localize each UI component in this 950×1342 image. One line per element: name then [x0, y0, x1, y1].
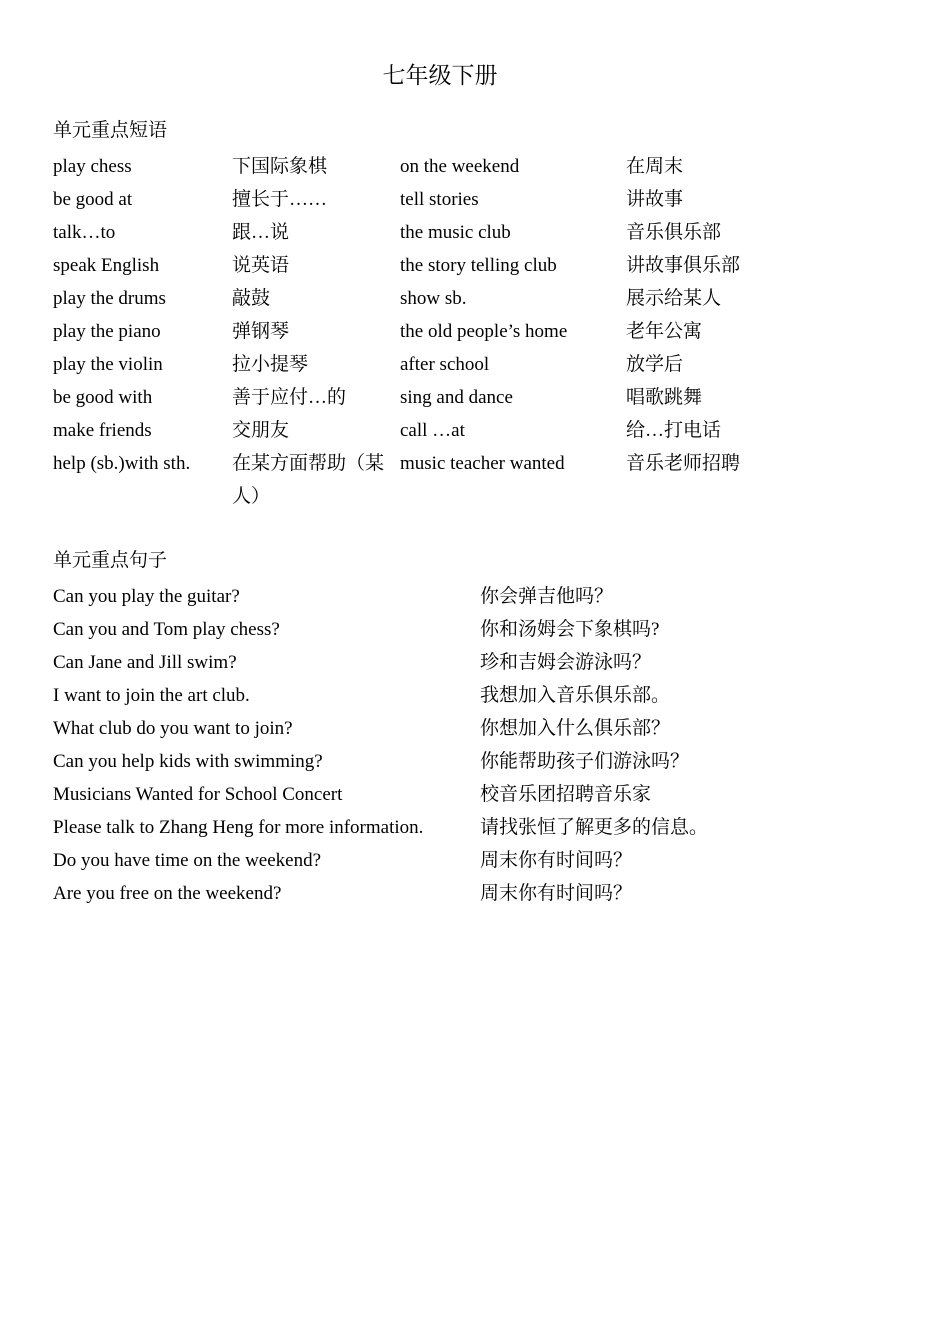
- sentence-row: [53, 679, 780, 712]
- phrase-row: [53, 183, 766, 216]
- phrases-heading: 单元重点短语: [53, 120, 168, 141]
- phrase-english: music teacher wanted: [400, 453, 565, 474]
- phrase-chinese: 音乐老师招聘: [626, 453, 741, 474]
- phrase-english: show sb.: [400, 288, 467, 309]
- phrase-row: [53, 150, 766, 183]
- sentence-chinese: 周末你有时间吗？: [480, 883, 633, 904]
- phrase-english: play the piano: [53, 321, 161, 342]
- phrase-english: the old people’s home: [400, 321, 568, 342]
- phrase-english: help (sb.)with sth.: [53, 453, 191, 474]
- sentence-row: [53, 877, 780, 910]
- phrase-row: [53, 348, 766, 381]
- phrase-english: speak English: [53, 255, 160, 276]
- sentence-english: Musicians Wanted for School Concert: [53, 784, 343, 805]
- phrase-chinese: 唱歌跳舞: [626, 387, 703, 408]
- sentence-english: Can you and Tom play chess?: [53, 619, 280, 640]
- sentence-row: [53, 778, 780, 811]
- sentences-heading: 单元重点句子: [53, 550, 168, 571]
- sentence-chinese: 你和汤姆会下象棋吗?: [480, 619, 660, 640]
- phrase-chinese: 拉小提琴: [232, 354, 309, 375]
- sentence-chinese: 你会弹吉他吗？: [480, 586, 614, 607]
- sentence-row: [53, 745, 780, 778]
- sentence-chinese: 校音乐团招聘音乐家: [480, 784, 652, 805]
- sentence-chinese: 珍和吉姆会游泳吗？: [480, 652, 652, 673]
- phrase-chinese: 跟…说: [232, 222, 290, 243]
- phrase-chinese: 讲故事俱乐部: [626, 255, 741, 276]
- phrase-row: [53, 282, 766, 315]
- phrase-english: talk…to: [53, 222, 116, 243]
- phrases-table-body: [53, 150, 766, 513]
- sentences-table-body: [53, 580, 780, 910]
- sentence-chinese: 你想加入什么俱乐部？: [480, 718, 671, 739]
- sentence-row: [53, 580, 780, 613]
- sentence-chinese: 周末你有时间吗？: [480, 850, 633, 871]
- phrase-row: [53, 315, 766, 348]
- sentence-row: [53, 844, 780, 877]
- phrase-english: sing and dance: [400, 387, 513, 408]
- phrase-row: [53, 381, 766, 414]
- phrase-chinese: 弹钢琴: [232, 321, 290, 342]
- phrase-english: be good with: [53, 387, 153, 408]
- phrase-chinese: 展示给某人: [626, 288, 722, 309]
- sentence-english: Can you play the guitar?: [53, 586, 240, 607]
- sentence-row: [53, 646, 780, 679]
- sentences-table: [53, 580, 780, 910]
- phrase-chinese: 在周末: [626, 156, 684, 177]
- sentence-english: What club do you want to join?: [53, 718, 293, 739]
- sentence-chinese: 请找张恒了解更多的信息。: [480, 817, 709, 838]
- phrase-english: make friends: [53, 420, 152, 441]
- phrase-chinese: 在某方面帮助（某人）: [232, 453, 385, 507]
- sentence-english: Do you have time on the weekend?: [53, 850, 322, 871]
- phrase-english: the story telling club: [400, 255, 557, 276]
- sentence-row: [53, 712, 780, 745]
- sentence-english: Please talk to Zhang Heng for more information.: [53, 817, 424, 838]
- phrase-chinese: 善于应付…的: [232, 387, 347, 408]
- page-title: 七年级下册: [382, 63, 498, 88]
- phrase-row: [53, 216, 766, 249]
- phrase-chinese: 擅长于……: [232, 189, 328, 210]
- phrase-chinese: 音乐俱乐部: [626, 222, 722, 243]
- sentence-chinese: 我想加入音乐俱乐部。: [480, 685, 671, 706]
- phrase-row: [53, 249, 766, 282]
- phrase-english: on the weekend: [400, 156, 520, 177]
- sentence-english: Can Jane and Jill swim?: [53, 652, 237, 673]
- sentence-row: [53, 811, 780, 844]
- phrase-chinese: 交朋友: [232, 420, 290, 441]
- sentence-row: [53, 613, 780, 646]
- phrase-english: play chess: [53, 156, 132, 177]
- phrase-chinese: 放学后: [626, 354, 684, 375]
- phrase-chinese: 说英语: [232, 255, 290, 276]
- phrase-chinese: 讲故事: [626, 189, 684, 210]
- sentence-english: Are you free on the weekend?: [53, 883, 282, 904]
- phrase-chinese: 给…打电话: [626, 420, 722, 441]
- sentence-english: I want to join the art club.: [53, 685, 250, 706]
- phrase-row: [53, 414, 766, 447]
- phrases-table: [53, 150, 766, 513]
- phrase-english: after school: [400, 354, 490, 375]
- sentence-chinese: 你能帮助孩子们游泳吗？: [480, 751, 690, 772]
- phrase-english: play the violin: [53, 354, 163, 375]
- phrase-english: call …at: [400, 420, 465, 441]
- phrase-chinese: 老年公寓: [626, 321, 703, 342]
- phrase-english: play the drums: [53, 288, 166, 309]
- phrase-english: the music club: [400, 222, 511, 243]
- sentence-english: Can you help kids with swimming?: [53, 751, 323, 772]
- phrase-chinese: 下国际象棋: [232, 156, 328, 177]
- phrase-row: [53, 447, 766, 513]
- phrase-english: tell stories: [400, 189, 479, 210]
- phrase-english: be good at: [53, 189, 133, 210]
- phrase-chinese: 敲鼓: [232, 288, 271, 309]
